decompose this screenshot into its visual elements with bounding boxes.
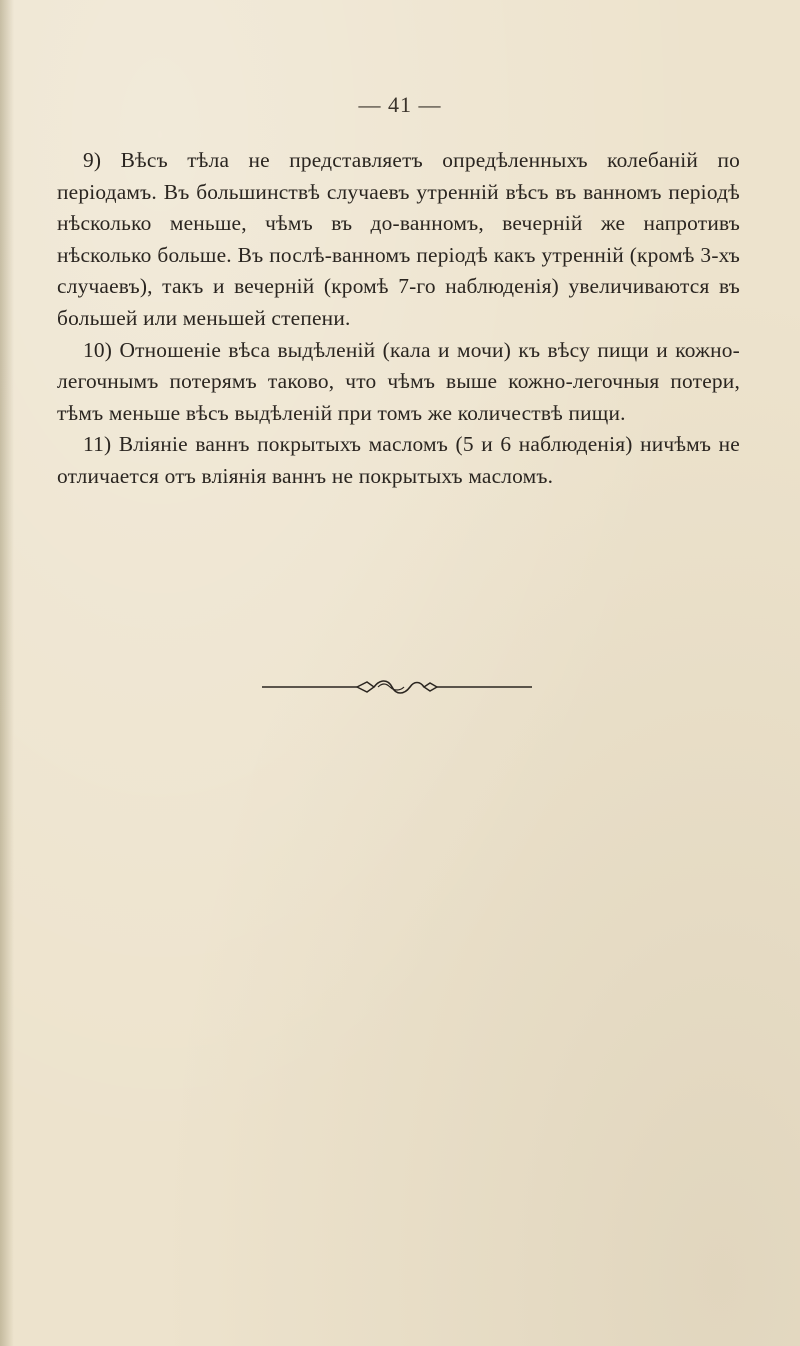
paragraph-10: 10) Отношеніе вѣса выдѣленій (кала и мочи) къ вѣсу пищи и кожно-легочнымъ потерямъ таково, что чѣмъ выше кожно-легочныя потери, тѣмъ меньше вѣсъ выдѣленій при томъ же количествѣ пищи. [57,337,740,425]
body-text [57,145,740,493]
paragraph-11: 11) Вліяніе ваннъ покрытыхъ масломъ (5 и 6 наблюденія) ничѣмъ не отличается отъ вліянія ваннъ не покрытыхъ масломъ. [57,432,740,488]
paragraph-9: 9) Вѣсъ тѣла не представляетъ опредѣленныхъ колебаній по періодамъ. Въ большинствѣ случаевъ утренній вѣсъ въ ванномъ періодѣ нѣсколько меньше, чѣмъ въ до-ванномъ, вечерній же напротивъ нѣсколько больше. Въ послѣ-ванномъ періодѣ какъ утренній (кромѣ 3-хъ случаевъ), такъ и вечерній (кромѣ 7-го наблюденія) увеличиваются въ большей или меньшей степени. [57,148,740,330]
page-number: — 41 — [358,92,442,117]
page-edge-shadow [0,0,14,1346]
ornament-divider [262,677,532,697]
